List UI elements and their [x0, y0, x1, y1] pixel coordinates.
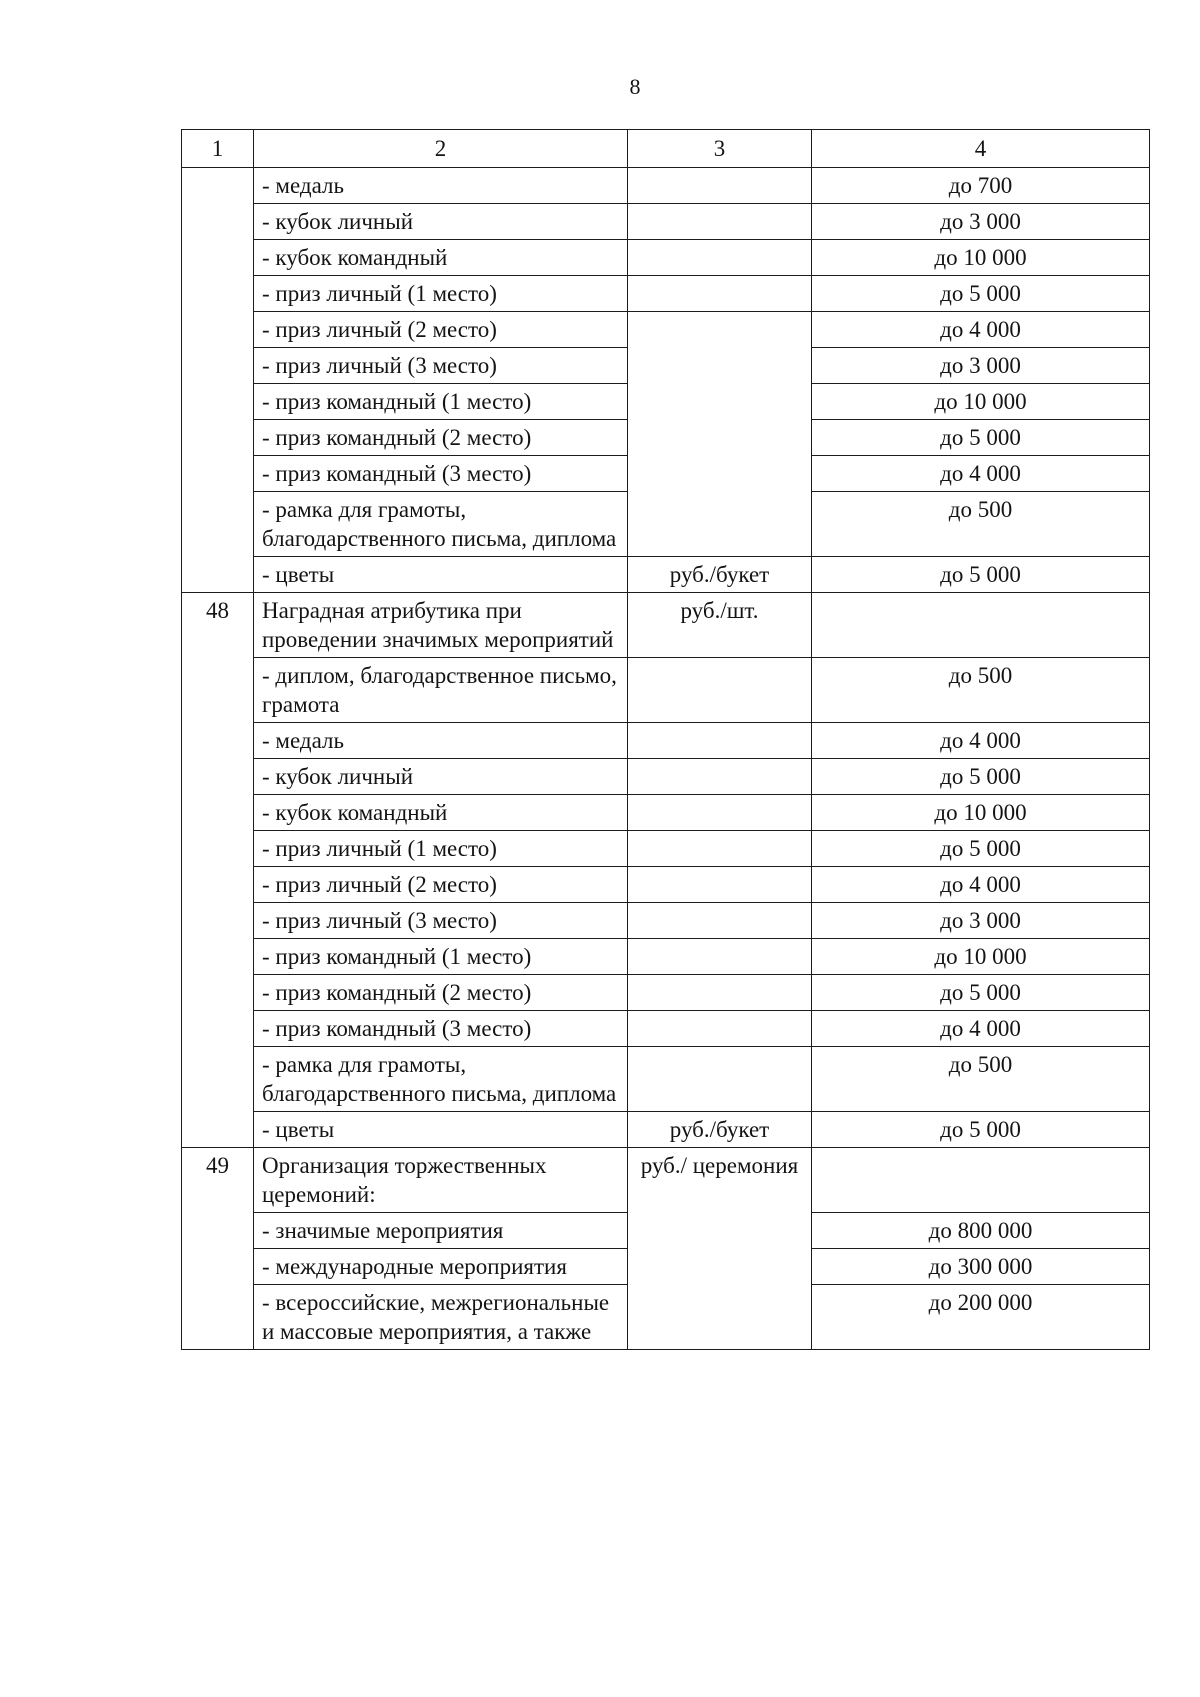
- unit-cell: [628, 240, 812, 276]
- item-number-cell: [182, 168, 254, 593]
- table-row: [182, 168, 1150, 204]
- unit-cell: [628, 312, 812, 557]
- amount-cell: [812, 593, 1150, 658]
- amount-cell: до 500: [812, 658, 1150, 723]
- table-row: [182, 658, 1150, 723]
- table-row: [182, 240, 1150, 276]
- amount-cell: до 5 000: [812, 276, 1150, 312]
- tariff-table: [181, 129, 1150, 1350]
- table-row: [182, 204, 1150, 240]
- amount-cell: до 4 000: [812, 723, 1150, 759]
- item-label: - кубок командный: [254, 795, 628, 831]
- table-row: [182, 1011, 1150, 1047]
- table-row: [182, 903, 1150, 939]
- amount-cell: до 800 000: [812, 1213, 1150, 1249]
- unit-cell: [628, 867, 812, 903]
- unit-cell: [628, 975, 812, 1011]
- amount-cell: до 500: [812, 1047, 1150, 1112]
- header-cell: 3: [628, 130, 812, 168]
- item-label: - кубок личный: [254, 204, 628, 240]
- amount-cell: до 700: [812, 168, 1150, 204]
- header-cell: 1: [182, 130, 254, 168]
- table-row: [182, 1148, 1150, 1213]
- unit-cell: [628, 795, 812, 831]
- item-label: - кубок командный: [254, 240, 628, 276]
- unit-cell: руб./ церемония: [628, 1148, 812, 1350]
- unit-cell: руб./букет: [628, 557, 812, 593]
- item-label: - значимые мероприятия: [254, 1213, 628, 1249]
- item-label: - цветы: [254, 1112, 628, 1148]
- amount-cell: [812, 1148, 1150, 1213]
- unit-cell: [628, 903, 812, 939]
- amount-cell: до 200 000: [812, 1285, 1150, 1350]
- amount-cell: до 3 000: [812, 348, 1150, 384]
- unit-cell: [628, 1047, 812, 1112]
- item-label: - приз командный (3 место): [254, 1011, 628, 1047]
- unit-cell: [628, 276, 812, 312]
- item-label: - приз командный (1 место): [254, 384, 628, 420]
- table-row: [182, 759, 1150, 795]
- table-header-row: [182, 130, 1150, 168]
- page-number: 8: [629, 74, 641, 99]
- table-row: [182, 1112, 1150, 1148]
- unit-cell: [628, 723, 812, 759]
- amount-cell: до 5 000: [812, 1112, 1150, 1148]
- item-label: - медаль: [254, 723, 628, 759]
- amount-cell: до 4 000: [812, 867, 1150, 903]
- table-row: [182, 312, 1150, 348]
- item-number-cell: 49: [182, 1148, 254, 1350]
- header-cell: 4: [812, 130, 1150, 168]
- item-label: - международные мероприятия: [254, 1249, 628, 1285]
- item-title: Организация торжественных церемоний:: [254, 1148, 628, 1213]
- table-row: [182, 939, 1150, 975]
- item-title: Наградная атрибутика при проведении значимых мероприятий: [254, 593, 628, 658]
- amount-cell: до 5 000: [812, 831, 1150, 867]
- unit-cell: [628, 168, 812, 204]
- item-label: - рамка для грамоты, благодарственного письма, диплома: [254, 492, 628, 557]
- amount-cell: до 5 000: [812, 420, 1150, 456]
- unit-cell: [628, 939, 812, 975]
- amount-cell: до 5 000: [812, 557, 1150, 593]
- amount-cell: до 4 000: [812, 456, 1150, 492]
- amount-cell: до 3 000: [812, 903, 1150, 939]
- amount-cell: до 10 000: [812, 795, 1150, 831]
- amount-cell: до 4 000: [812, 312, 1150, 348]
- amount-cell: до 3 000: [812, 204, 1150, 240]
- unit-cell: руб./шт.: [628, 593, 812, 658]
- item-label: - приз личный (2 место): [254, 867, 628, 903]
- table-row: [182, 867, 1150, 903]
- item-label: - приз командный (1 место): [254, 939, 628, 975]
- unit-cell: [628, 658, 812, 723]
- item-number-cell: 48: [182, 593, 254, 1148]
- amount-cell: до 500: [812, 492, 1150, 557]
- table-row: [182, 557, 1150, 593]
- item-label: - приз командный (2 место): [254, 975, 628, 1011]
- amount-cell: до 10 000: [812, 240, 1150, 276]
- amount-cell: до 10 000: [812, 384, 1150, 420]
- item-label: - медаль: [254, 168, 628, 204]
- table-row: [182, 831, 1150, 867]
- amount-cell: до 5 000: [812, 975, 1150, 1011]
- table-row: [182, 723, 1150, 759]
- amount-cell: до 10 000: [812, 939, 1150, 975]
- item-label: - цветы: [254, 557, 628, 593]
- header-cell: 2: [254, 130, 628, 168]
- item-label: - приз личный (3 место): [254, 348, 628, 384]
- amount-cell: до 300 000: [812, 1249, 1150, 1285]
- unit-cell: [628, 759, 812, 795]
- item-label: - рамка для грамоты, благодарственного письма, диплома: [254, 1047, 628, 1112]
- amount-cell: до 5 000: [812, 759, 1150, 795]
- table-row: [182, 593, 1150, 658]
- item-label: - приз командный (3 место): [254, 456, 628, 492]
- item-label: - приз личный (2 место): [254, 312, 628, 348]
- item-label: - приз личный (3 место): [254, 903, 628, 939]
- amount-cell: до 4 000: [812, 1011, 1150, 1047]
- unit-cell: [628, 831, 812, 867]
- item-label: - всероссийские, межрегиональные и массовые мероприятия, а также: [254, 1285, 628, 1350]
- item-label: - диплом, благодарственное письмо, грамота: [254, 658, 628, 723]
- item-label: - кубок личный: [254, 759, 628, 795]
- table-row: [182, 1047, 1150, 1112]
- unit-cell: [628, 204, 812, 240]
- unit-cell: [628, 1011, 812, 1047]
- item-label: - приз личный (1 место): [254, 276, 628, 312]
- item-label: - приз командный (2 место): [254, 420, 628, 456]
- table-row: [182, 975, 1150, 1011]
- table-row: [182, 276, 1150, 312]
- item-label: - приз личный (1 место): [254, 831, 628, 867]
- unit-cell: руб./букет: [628, 1112, 812, 1148]
- table-row: [182, 795, 1150, 831]
